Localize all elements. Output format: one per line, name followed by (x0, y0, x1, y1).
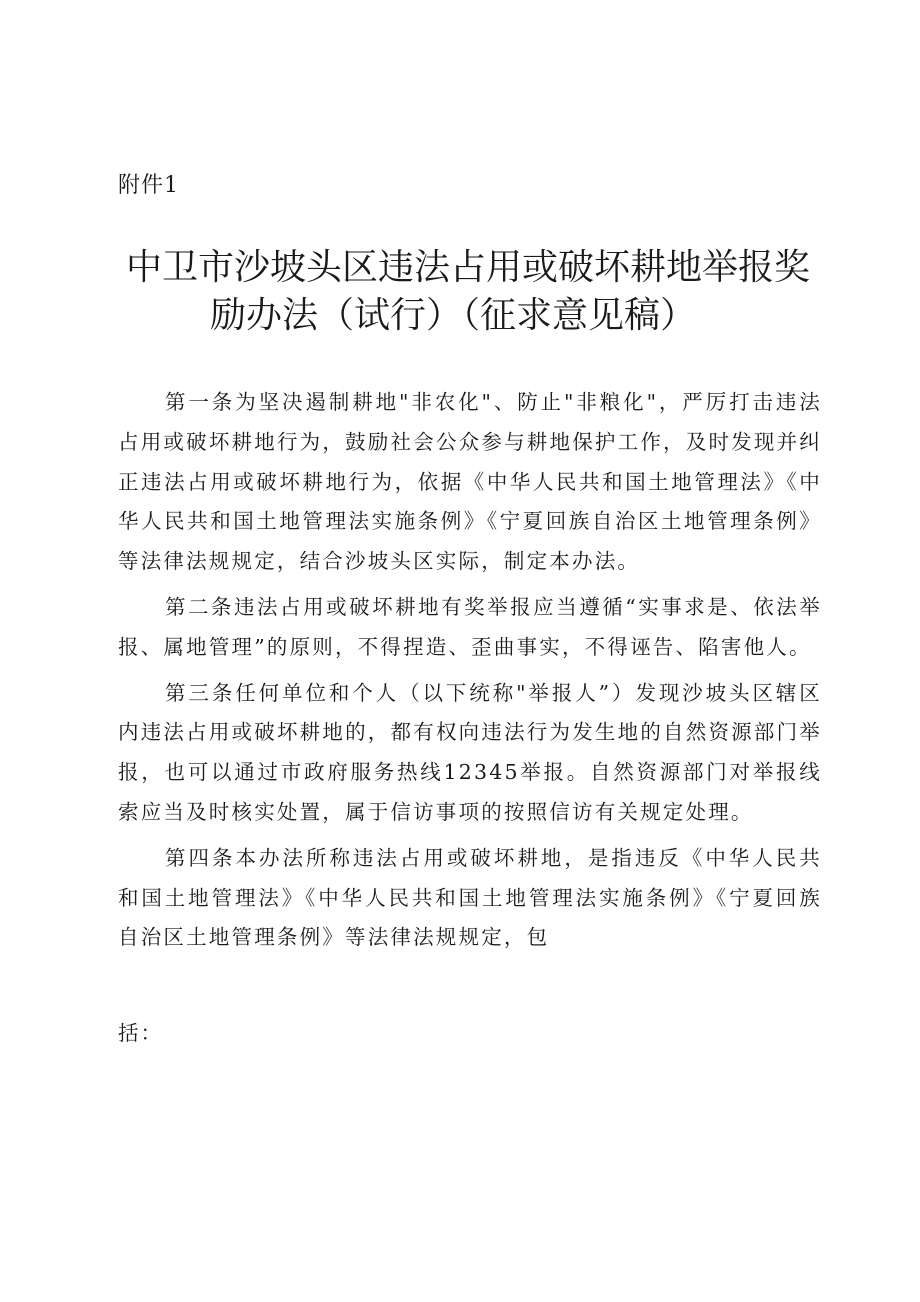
attachment-label: 附件1 (118, 173, 179, 198)
document-title (118, 244, 818, 340)
article-3-paragraph: 第三条任何单位和个人（以下统称"举报人”）发现沙坡头区辖区内违法占用或破坏耕地的，都有权向违法行为发生地的自然资源部门举报，也可以通过市政府服务热线12345举报。自然资源部门对举报线索应当及时核实处置，属于信访事项的按照信访有关规定处理。 (118, 680, 822, 824)
article-4-paragraph: 第四条本办法所称违法占用或破坏耕地，是指违反《中华人民共和国土地管理法》《中华人民共和国土地管理法实施条例》《宁夏回族自治区土地管理条例》等法律法规规定，包 (118, 845, 822, 950)
paragraph-continuation: 括： (118, 1021, 163, 1045)
article-1-paragraph: 第一条为坚决遏制耕地"非农化"、防止"非粮化"，严厉打击违法占用或破坏耕地行为，鼓励社会公众参与耕地保护工作，及时发现并纠正违法占用或破坏耕地行为，依据《中华人民共和国土地管理法》《中华人民共和国土地管理法实施条例》《宁夏回族自治区土地管理条例》等法律法规规定，结合沙坡头区实际，制定本办法。 (118, 390, 822, 574)
document-body (118, 383, 822, 958)
title-line-2: 励办法（试行）（征求意见稿） (210, 295, 697, 336)
article-2-paragraph: 第二条违法占用或破坏耕地有奖举报应当遵循“实事求是、依法举报、属地管理”的原则，不得捏造、歪曲事实，不得诬告、陷害他人。 (118, 594, 822, 659)
title-line-1: 中卫市沙坡头区违法占用或破坏耕地举报奖 (125, 247, 810, 288)
